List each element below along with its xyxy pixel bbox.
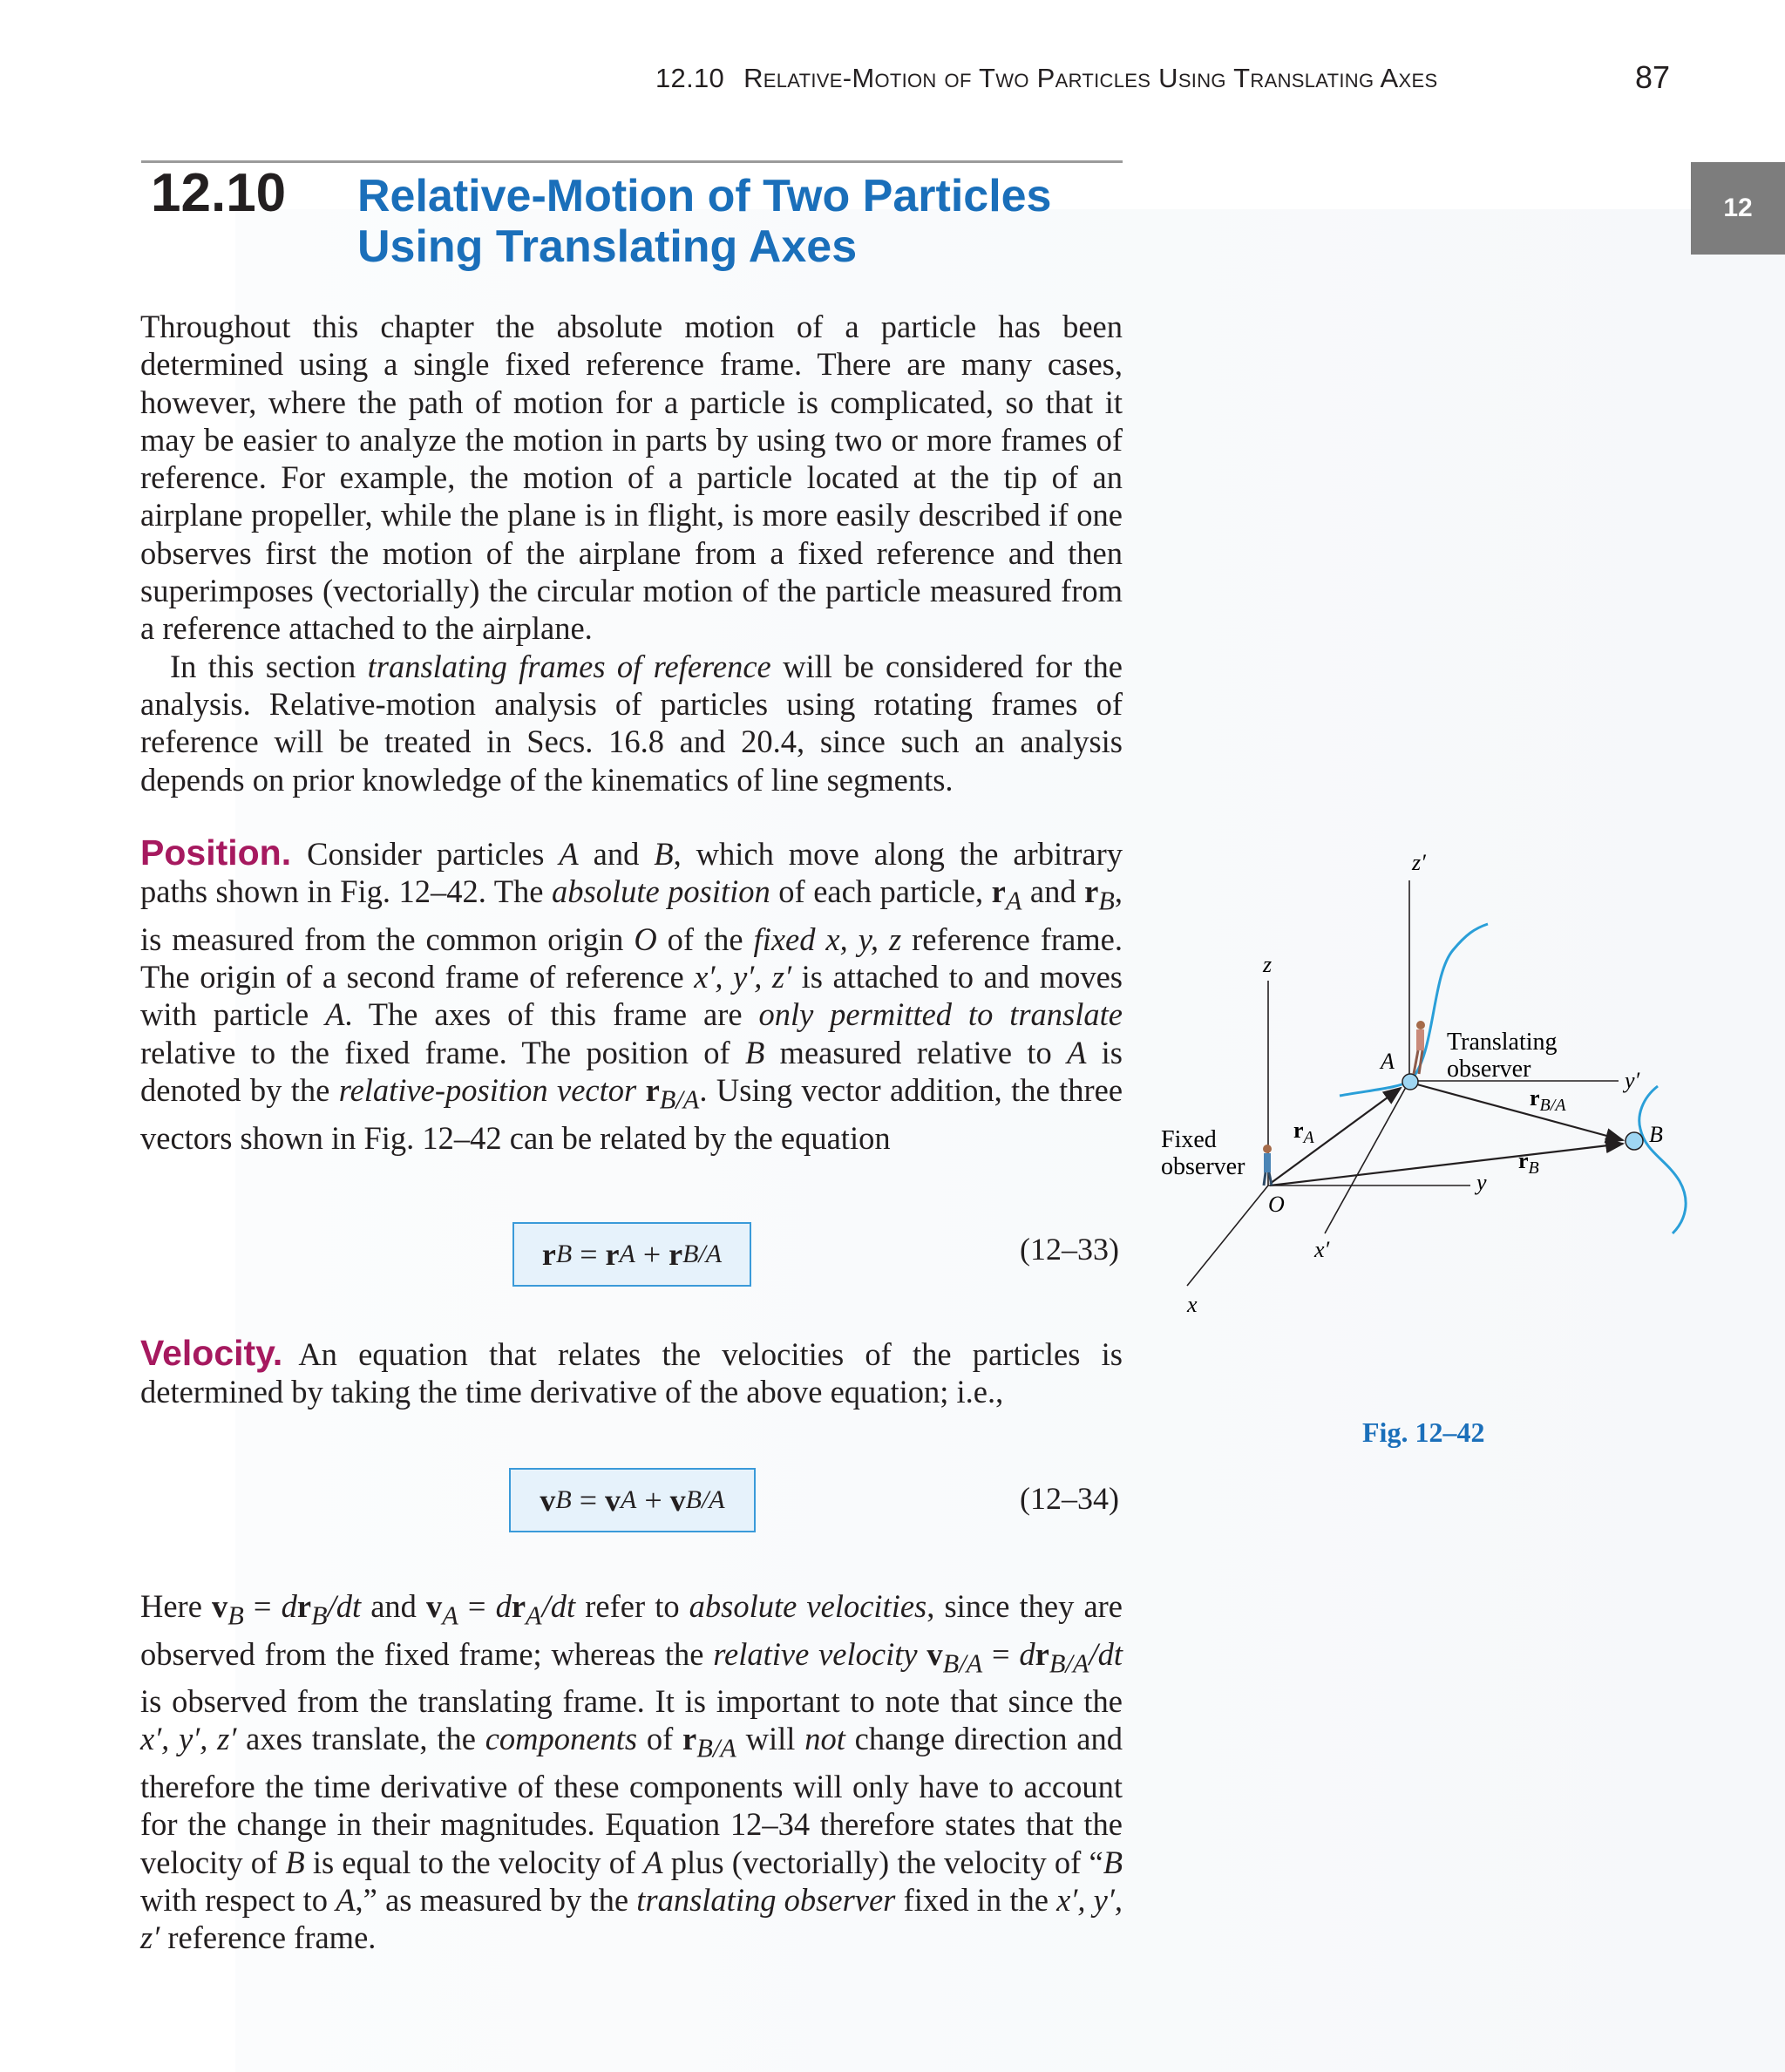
eq-term: v: [669, 1483, 686, 1518]
text-emphasis: /dt: [541, 1588, 576, 1624]
text-run: and: [1021, 873, 1085, 910]
text-emphasis: relative-position vector: [338, 1072, 637, 1109]
eq-subscript: B/A: [685, 1485, 725, 1514]
text-emphasis: /dt: [327, 1588, 362, 1624]
translating-observer-figure: [1414, 1021, 1425, 1074]
text-run: is equal to the velocity of: [304, 1844, 644, 1880]
vector-symbol: r: [645, 1072, 660, 1109]
text-emphasis: x′, y′, z′: [140, 1721, 237, 1757]
intro-text: [140, 308, 1123, 798]
text-emphasis: O: [634, 921, 657, 957]
text-emphasis: A: [325, 996, 345, 1033]
text-emphasis: B: [285, 1844, 305, 1880]
velocity-heading: Velocity.: [140, 1333, 283, 1373]
vector-symbol: v: [426, 1588, 443, 1624]
equation-12-33: [512, 1222, 751, 1287]
running-head-title: Relative-Motion of Two Particles Using Translating Axes: [743, 63, 1438, 93]
text-run: fixed in the: [895, 1881, 1057, 1918]
text-run: =: [458, 1588, 496, 1624]
text-run: relative to the fixed frame. The position of: [140, 1034, 745, 1070]
text-run: of each particle,: [770, 873, 992, 910]
label-z-prime: z′: [1412, 850, 1426, 875]
text-run: In this section: [170, 648, 368, 684]
position-paragraph: [140, 834, 1123, 1157]
text-run: Here: [140, 1588, 212, 1624]
text-emphasis: d: [1019, 1635, 1035, 1672]
text-run: of the: [656, 921, 754, 957]
vector-symbol: v: [926, 1635, 943, 1672]
vector-subscript: B/A: [942, 1647, 983, 1678]
text-run: refer to: [575, 1588, 689, 1624]
eq-subscript: B: [555, 1485, 572, 1514]
vector-subscript: B: [311, 1600, 328, 1631]
eq-subscript: A: [619, 1240, 635, 1268]
text-run: with respect to: [140, 1881, 336, 1918]
running-head: [655, 63, 1437, 94]
text-run: is attached to and moves with particle: [140, 959, 1123, 1033]
particle-A: [1402, 1074, 1418, 1090]
label-x-prime: x′: [1314, 1237, 1330, 1262]
eq-subscript: B: [555, 1240, 573, 1268]
section-title-line2: Using Translating Axes: [357, 221, 858, 272]
label-B: B: [1649, 1122, 1663, 1147]
vector-rBA: [1414, 1084, 1623, 1140]
vector-symbol: r: [991, 873, 1006, 910]
figure-caption: Fig. 12–42: [1362, 1416, 1485, 1448]
vector-symbol: r: [511, 1588, 526, 1624]
equation-number-12-33: (12–33): [1020, 1232, 1119, 1267]
equation-12-34: [509, 1468, 756, 1532]
eq-subscript: A: [621, 1485, 637, 1514]
intro-paragraph-2: [140, 648, 1123, 798]
label-A: A: [1381, 1049, 1395, 1074]
text-run: of: [637, 1721, 683, 1757]
eq-operator: +: [635, 1237, 669, 1272]
label-x: x: [1187, 1292, 1198, 1317]
text-run: axes translate, the: [236, 1721, 485, 1757]
final-paragraph: [140, 1587, 1123, 1957]
text-emphasis: absolute position: [552, 873, 770, 910]
text-run: , is measured from the common origin: [140, 873, 1123, 957]
text-emphasis: A: [559, 836, 579, 872]
vector-subscript: A: [442, 1600, 458, 1631]
position-heading: Position.: [140, 832, 292, 873]
text-emphasis: x′, y′, z′: [694, 959, 792, 995]
vector-symbol: r: [1035, 1635, 1049, 1672]
vector-subscript: B/A: [659, 1084, 700, 1115]
text-emphasis: /dt: [1089, 1635, 1123, 1672]
text-run: reference frame.: [159, 1919, 377, 1956]
particle-B: [1626, 1132, 1643, 1150]
x-axis: [1187, 1185, 1268, 1286]
eq-term: r: [605, 1237, 620, 1272]
eq-operator: +: [636, 1483, 670, 1518]
fixed-observer-figure: [1263, 1145, 1272, 1185]
section-title-line1: Relative-Motion of Two Particles: [357, 171, 1052, 221]
text-emphasis: fixed x, y, z: [753, 921, 902, 957]
label-z: z: [1263, 952, 1273, 977]
label-y: y: [1476, 1170, 1487, 1195]
path-of-B: [1639, 1086, 1686, 1233]
eq-operator: =: [572, 1237, 606, 1272]
vector-subscript: A: [526, 1600, 542, 1631]
text-emphasis: x′, y′, z′: [140, 1881, 1123, 1956]
text-emphasis: A: [1067, 1034, 1087, 1070]
text-run: will: [736, 1721, 805, 1757]
text-emphasis: d: [281, 1588, 297, 1624]
vector-subscript: B/A: [1049, 1647, 1089, 1678]
vector-symbol: r: [682, 1721, 697, 1757]
vector-subscript: B: [227, 1600, 244, 1631]
label-rBA: $r_{B/A}$: [1530, 1085, 1566, 1115]
velocity-paragraph: [140, 1335, 1123, 1411]
text-run: plus (vectorially) the velocity of “: [662, 1844, 1103, 1880]
vector-rA: [1270, 1088, 1401, 1184]
vector-symbol: r: [1084, 873, 1099, 910]
section-title: [357, 171, 1142, 272]
label-y-prime: y′: [1625, 1068, 1640, 1093]
text-run: , since they are observed from the fixed frame; whereas the: [140, 1588, 1123, 1672]
intro-paragraph-1: Throughout this chapter the absolute motion of a particle has been determined using a single fixed reference frame. There are many cases, however, where the path of motion for a particle is complicated, so that it may be easier to analyze the motion in parts by using two or more frames of reference. For example, the motion of a particle located at the tip of an airplane propeller, while the plane is in flight, is more easily described if one observes first the motion of the airplane from a fixed reference and then superimposes (vectorially) the circular motion of the particle measured from a reference attached to the airplane.: [140, 309, 1123, 647]
eq-term: v: [605, 1483, 621, 1518]
vector-rB: [1270, 1144, 1623, 1185]
label-O: O: [1268, 1192, 1285, 1217]
text-run: , which move along the arbitrary paths shown in Fig. 12–42. The: [140, 836, 1123, 910]
text-emphasis: components: [485, 1721, 638, 1757]
vector-subscript: B: [1098, 886, 1115, 916]
text-emphasis: relative velocity: [713, 1635, 918, 1672]
text-emphasis: B: [654, 836, 674, 872]
text-run: =: [243, 1588, 282, 1624]
text-emphasis: only permitted to translate: [758, 996, 1123, 1033]
figure-12-42: [1152, 828, 1710, 1325]
text-emphasis: not: [804, 1721, 845, 1757]
label-fixed-observer: observer: [1161, 1153, 1245, 1180]
label-translating: Translating: [1447, 1029, 1558, 1056]
text-emphasis: B: [744, 1034, 765, 1070]
chapter-tab[interactable]: 12: [1691, 162, 1785, 255]
text-emphasis: A: [643, 1844, 663, 1880]
text-run: . Using vector addition, the three vectors shown in Fig. 12–42 can be related by the equation: [140, 1072, 1123, 1156]
section-rule: [141, 160, 1123, 163]
section-number: 12.10: [151, 163, 287, 223]
label-rB: $r_B$: [1518, 1148, 1539, 1178]
vector-subscript: A: [1005, 886, 1022, 916]
running-head-number: 12.10: [655, 63, 725, 93]
text-emphasis: translating observer: [636, 1881, 896, 1918]
text-run: is denoted by the: [140, 1034, 1123, 1109]
text-run: An equation that relates the velocities of the particles is determined by taking the time derivative of the above equation; i.e.,: [140, 1336, 1123, 1410]
page-number: 87: [1635, 59, 1671, 95]
label-fixed: Fixed: [1161, 1126, 1217, 1153]
eq-term: v: [540, 1483, 556, 1518]
text-run: and: [361, 1588, 427, 1624]
eq-term: r: [541, 1237, 556, 1272]
text-run: =: [982, 1635, 1020, 1672]
vector-symbol: r: [296, 1588, 312, 1624]
eq-term: r: [669, 1237, 683, 1272]
x-prime-axis: [1325, 1081, 1409, 1233]
vector-subscript: B/A: [696, 1733, 736, 1763]
text-emphasis: absolute velocities: [689, 1588, 927, 1624]
text-run: reference frame. The origin of a second frame of reference: [140, 921, 1123, 995]
text-run: change direction and therefore the time derivative of these components will only have to account for the change in their magnitudes. Equation 12–34 therefore states that the velocity of: [140, 1721, 1123, 1880]
text-emphasis: translating frames of reference: [367, 648, 771, 684]
text-emphasis: B: [1103, 1844, 1123, 1880]
text-run: ,” as measured by the: [355, 1881, 637, 1918]
text-run: will be considered for the analysis. Relative-motion analysis of particles using rotating frames of reference will be treated in Secs. 16.8 and 20.4, since such an analysis depends on prior knowledge of the kinematics of line segments.: [140, 648, 1123, 798]
text-run: measured relative to: [764, 1034, 1068, 1070]
eq-subscript: B/A: [682, 1240, 723, 1268]
label-rA: $r_A$: [1293, 1118, 1314, 1147]
text-run: Consider particles: [307, 836, 560, 872]
equation-number-12-34: (12–34): [1020, 1481, 1119, 1516]
text-run: . The axes of this frame are: [344, 996, 759, 1033]
text-run: and: [578, 836, 655, 872]
text-emphasis: d: [495, 1588, 512, 1624]
eq-operator: =: [571, 1483, 605, 1518]
text-run: is observed from the translating frame. It is important to note that since the: [140, 1683, 1123, 1720]
text-emphasis: A: [336, 1881, 356, 1918]
label-translating-observer: observer: [1447, 1056, 1531, 1083]
vector-symbol: v: [212, 1588, 228, 1624]
